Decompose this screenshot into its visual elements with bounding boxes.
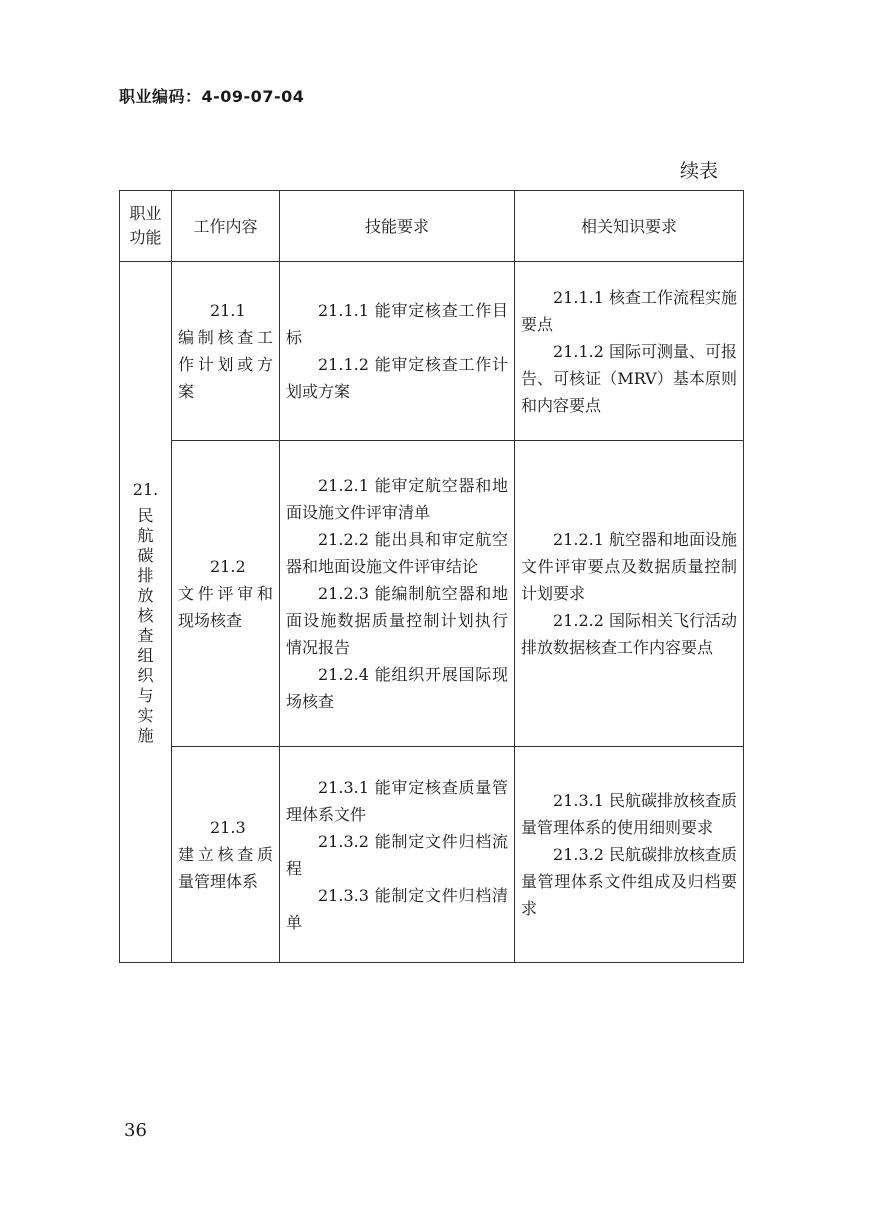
knowledge-item: 21.1.1 核查工作流程实施要点 <box>521 287 737 334</box>
header-knowledge: 相关知识要求 <box>515 191 744 262</box>
skill-item: 21.3.3 能制定文件归档清单 <box>286 885 508 932</box>
skill-item: 21.3.1 能审定核查质量管理体系文件 <box>286 777 508 824</box>
knowledge-item: 21.2.2 国际相关飞行活动排放数据核查工作内容要点 <box>521 611 737 657</box>
knowledge-item: 21.3.1 民航碳排放核查质量管理体系的使用细则要求 <box>521 791 737 837</box>
knowledge-item: 21.3.2 民航碳排放核查质量管理体系文件组成及归档要求 <box>521 845 737 918</box>
continued-label: 续表 <box>680 160 719 182</box>
skills-cell <box>280 441 515 747</box>
function-name: 民航碳排放核查组织与实施 <box>137 506 154 745</box>
function-number: 21. <box>132 480 159 499</box>
content-cell <box>172 262 280 441</box>
content-cell <box>172 747 280 963</box>
header-skills: 技能要求 <box>280 191 515 262</box>
page-number: 36 <box>124 1120 147 1141</box>
content-cell <box>172 441 280 747</box>
knowledge-item: 21.1.2 国际可测量、可报告、可核证（MRV）基本原则和内容要点 <box>521 341 737 415</box>
skills-cell <box>280 262 515 441</box>
table-header-row <box>120 191 744 262</box>
skill-item: 21.1.2 能审定核查工作计划或方案 <box>286 355 508 401</box>
table-row <box>120 747 744 963</box>
skills-table <box>119 190 744 963</box>
content-text: 21.3 建立核查质量管理体系 <box>178 818 273 891</box>
skill-item: 21.2.2 能出具和审定航空器和地面设施文件评审结论 <box>286 530 508 576</box>
table-row <box>120 441 744 747</box>
skill-item: 21.2.4 能组织开展国际现场核查 <box>286 665 508 711</box>
knowledge-cell <box>515 747 744 963</box>
content-text: 21.2 文件评审和现场核查 <box>178 557 273 630</box>
skills-cell <box>280 747 515 963</box>
occupation-code: 职业编码：4-09-07-04 <box>119 87 305 106</box>
header-function: 职业功能 <box>120 191 172 262</box>
knowledge-cell <box>515 441 744 747</box>
skill-item: 21.2.1 能审定航空器和地面设施文件评审清单 <box>286 476 508 522</box>
knowledge-item: 21.2.1 航空器和地面设施文件评审要点及数据质量控制计划要求 <box>521 530 737 603</box>
skill-item: 21.2.3 能编制航空器和地面设施数据质量控制计划执行情况报告 <box>286 584 508 657</box>
function-cell <box>120 262 172 963</box>
skill-item: 21.1.1 能审定核查工作目标 <box>286 301 508 347</box>
table-row <box>120 262 744 441</box>
header-content: 工作内容 <box>172 191 280 262</box>
content-text: 21.1 编制核查工作计划或方案 <box>178 301 273 401</box>
knowledge-cell <box>515 262 744 441</box>
skill-item: 21.3.2 能制定文件归档流程 <box>286 831 508 878</box>
